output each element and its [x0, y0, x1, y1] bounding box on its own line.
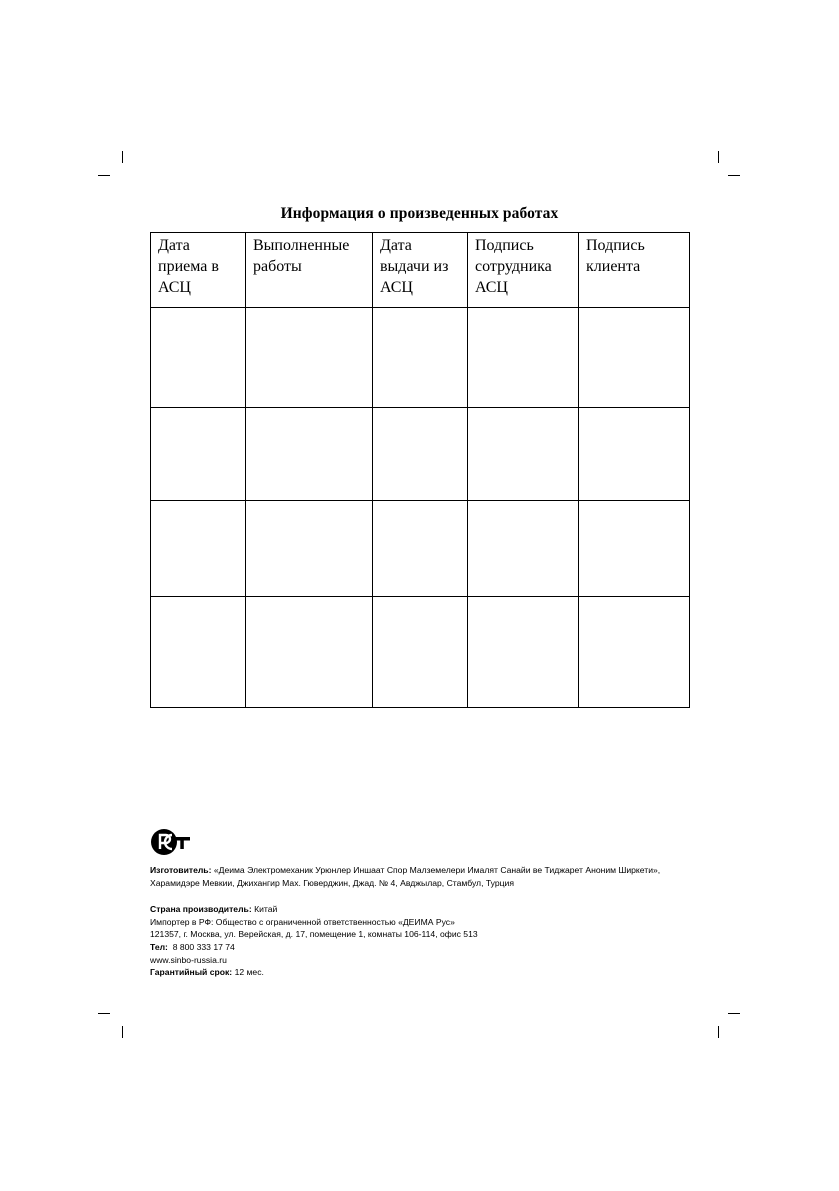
table-cell[interactable] [151, 597, 246, 708]
works-table [150, 232, 690, 708]
column-header-date-issued: Дата выдачи из АСЦ [373, 233, 468, 308]
table-row [151, 597, 690, 708]
table-cell[interactable] [151, 408, 246, 501]
column-header-work-done: Выполненные работы [246, 233, 373, 308]
phone-label: Тел: [150, 941, 168, 952]
crop-mark [718, 1026, 719, 1038]
crop-mark [98, 1013, 110, 1014]
table-cell[interactable] [468, 597, 579, 708]
table-cell[interactable] [246, 408, 373, 501]
country-label: Страна производитель: [150, 904, 252, 915]
crop-mark [122, 1026, 123, 1038]
manufacturer-text: «Деима Электромеханик Урюнлер Иншаат Спор Малземелери Ималят Санайи ве Тиджарет Аноним Ширкети», Харамидэре Мевкии, Джихангир Мах. Гюверджин, Джад. № 4, Авджылар, Стамбул, Турция [150, 865, 661, 888]
table-cell[interactable] [373, 501, 468, 597]
address-line: 121357, г. Москва, ул. Верейская, д. 17, помещение 1, комнаты 106-114, офис 513 [150, 929, 478, 940]
crop-mark [718, 151, 719, 163]
crop-mark [122, 151, 123, 163]
manufacturer-label: Изготовитель: [150, 865, 212, 875]
table-cell[interactable] [579, 408, 690, 501]
table-cell[interactable] [468, 308, 579, 408]
manufacturer-info [150, 864, 710, 979]
warranty-label: Гарантийный срок: [150, 967, 233, 978]
table-cell[interactable] [373, 597, 468, 708]
table-row [151, 308, 690, 408]
table-row [151, 501, 690, 597]
website-link[interactable]: www.sinbo-russia.ru [150, 954, 227, 965]
rst-certification-mark [150, 828, 192, 856]
table-cell[interactable] [579, 501, 690, 597]
crop-mark [728, 1013, 740, 1014]
column-header-client-signature: Подпись клиента [579, 233, 690, 308]
table-cell[interactable] [579, 597, 690, 708]
table-cell[interactable] [579, 308, 690, 408]
column-header-employee-signature: Подпись сотрудника АСЦ [468, 233, 579, 308]
country-text: Китай [251, 904, 278, 915]
table-cell[interactable] [468, 408, 579, 501]
importer-line: Импортер в РФ: Общество с ограниченной ответственностью «ДЕИМА Рус» [150, 916, 455, 927]
table-cell[interactable] [151, 308, 246, 408]
table-header-row [151, 233, 690, 308]
table-cell[interactable] [246, 501, 373, 597]
table-cell[interactable] [151, 501, 246, 597]
country-line [150, 903, 710, 916]
table-cell[interactable] [373, 408, 468, 501]
table-cell[interactable] [246, 597, 373, 708]
column-header-date-received: Дата приема в АСЦ [151, 233, 246, 308]
crop-mark [98, 175, 110, 176]
manufacturer-line [150, 864, 710, 889]
warranty-line [150, 966, 710, 979]
table-cell[interactable] [246, 308, 373, 408]
phone-line [150, 941, 710, 954]
table-cell[interactable] [468, 501, 579, 597]
table-row [151, 408, 690, 501]
crop-mark [728, 175, 740, 176]
table-cell[interactable] [373, 308, 468, 408]
page-title: Информация о произведенных работах [280, 205, 559, 222]
warranty-text: 12 мес. [232, 967, 264, 978]
phone-text: 8 800 333 17 74 [167, 941, 235, 952]
